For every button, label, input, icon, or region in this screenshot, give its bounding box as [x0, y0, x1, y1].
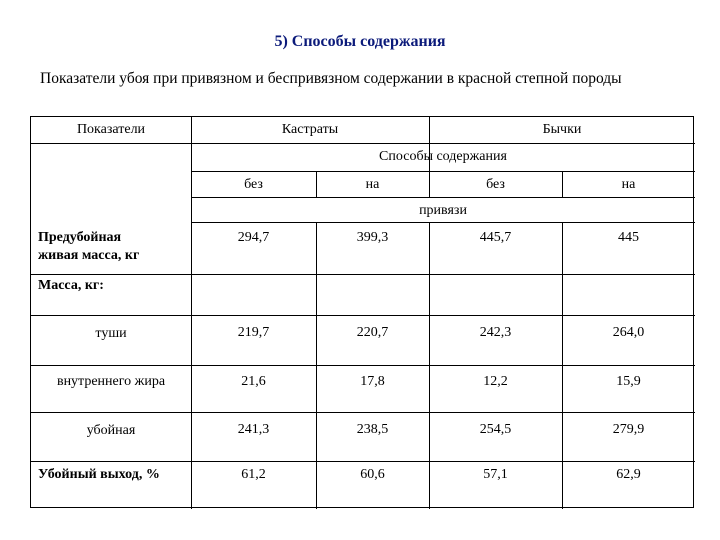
- table-cell: 264,0: [612, 325, 645, 340]
- header-methods: Способы содержания: [379, 149, 507, 164]
- table-cell: 21,6: [241, 374, 266, 389]
- row-label-preslaughter-2: живая масса, кг: [38, 248, 140, 263]
- header-indicators: Показатели: [76, 122, 146, 137]
- table-cell: 242,3: [479, 325, 512, 340]
- table-cell: 57,1: [483, 467, 508, 482]
- slaughter-indicators-table: [30, 116, 694, 508]
- table-cell: 294,7: [237, 230, 270, 245]
- table-cell: 220,7: [356, 325, 389, 340]
- table-cell: 15,9: [616, 374, 641, 389]
- row-label-carcass: туши: [95, 326, 127, 341]
- header-bulls: Бычки: [542, 122, 582, 137]
- row-label-slaughter: убойная: [86, 423, 136, 438]
- table-cell: 254,5: [479, 422, 512, 437]
- header-tether: привязи: [419, 203, 467, 218]
- table-cell: 445: [618, 230, 639, 245]
- header-on-2: на: [621, 177, 636, 192]
- table-cell: 17,8: [360, 374, 385, 389]
- row-label-mass: Масса, кг:: [38, 278, 104, 293]
- table-cell: 241,3: [237, 422, 270, 437]
- row-label-internal-fat: внутреннего жира: [56, 374, 166, 389]
- header-on-1: на: [365, 177, 380, 192]
- table-cell: 279,9: [612, 422, 645, 437]
- row-label-preslaughter-1: Предубойная: [38, 230, 122, 245]
- table-cell: 12,2: [483, 374, 508, 389]
- header-without-2: без: [486, 177, 505, 192]
- table-cell: 399,3: [356, 230, 389, 245]
- table-caption: Показатели убоя при привязном и беспривязном содержании в красной степной породы: [40, 70, 622, 87]
- table-cell: 445,7: [479, 230, 512, 245]
- table-cell: 62,9: [616, 467, 641, 482]
- row-label-yield: Убойный выход, %: [38, 467, 160, 482]
- table-cell: 60,6: [360, 467, 385, 482]
- slide-title: 5) Способы содержания: [274, 33, 446, 50]
- table-cell: 219,7: [237, 325, 270, 340]
- header-castrates: Кастраты: [281, 122, 339, 137]
- table-cell: 238,5: [356, 422, 389, 437]
- header-without-1: без: [244, 177, 263, 192]
- table-cell: 61,2: [241, 467, 266, 482]
